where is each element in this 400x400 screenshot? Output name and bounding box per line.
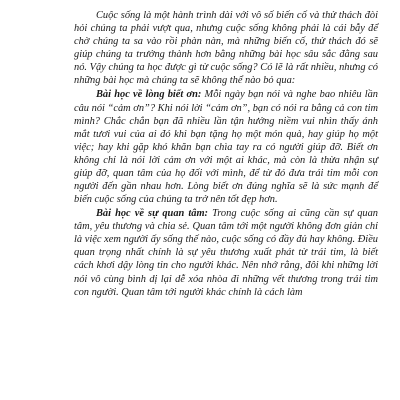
- gratitude-paragraph: [74, 88, 378, 206]
- care-paragraph: [74, 207, 378, 299]
- body-text: [74, 9, 378, 299]
- care-heading: Bài học về sự quan tâm:: [96, 208, 208, 220]
- care-paragraph-text: Trong cuộc sống ai cũng cần sự quan tâm, yêu thương và chia sẻ. Quan tâm tới một người không đơn giản chỉ là việc xem người ấy sống thế nào, cuộc sống có đầy đủ hay không. Điều quan trọng nhất chính là sự yêu thương xuất phát từ trái tim, là biết cách khơi dậy lòng tin cho người khác. Nên nhớ rằng, đôi khi những lời nói vô cùng bình dị lại dễ xóa nhòa đi những vết thương trong trái tim con người. Quan tâm tới người khác chính là cách làm: [74, 208, 378, 298]
- intro-paragraph-text: Cuộc sống là một hành trình dài với vô số biến cố và thử thách đòi hỏi chúng ta phải vượt qua, nhưng cuộc sống không phải là cái bẫy để chờ chúng ta sa vào rồi phàn nàn, mà những biến cố, thử thách đó sẽ giúp chúng ta trưởng thành hơn bằng những bài học sâu sắc đằng sau nó. Vậy chúng ta học được gì từ cuộc sống? Có lẽ là rất nhiều, nhưng có những bài học mà chúng ta sẽ không thể nào bỏ qua:: [74, 10, 378, 87]
- gratitude-paragraph-text: Mỗi ngày bạn nói và nghe bao nhiêu lần câu nói “cảm ơn”? Khi nói lời “cảm ơn”, bạn có nói ra bằng cả con tim mình? Chắc chắn bạn đã nhiều lần tận hưởng niềm vui nhìn thấy ánh mắt tươi vui của ai đó khi bạn tặng họ một món quà, hay giúp họ một việc; hay khi gặp khó khăn bạn chìa tay ra có người giúp đỡ. Biết ơn không chỉ là nói lời cảm ơn với một ai khác, mà còn là thừa nhận sự giúp đỡ, quan tâm của họ đối với mình, để từ đó đưa trái tim mỗi con người đến gần nhau hơn. Lòng biết ơn đúng nghĩa sẽ là sức mạnh để biến cuộc sống của chúng ta trở nên tốt đẹp hơn.: [74, 89, 378, 206]
- intro-paragraph: [74, 9, 378, 87]
- gratitude-heading: Bài học về lòng biết ơn:: [96, 89, 202, 101]
